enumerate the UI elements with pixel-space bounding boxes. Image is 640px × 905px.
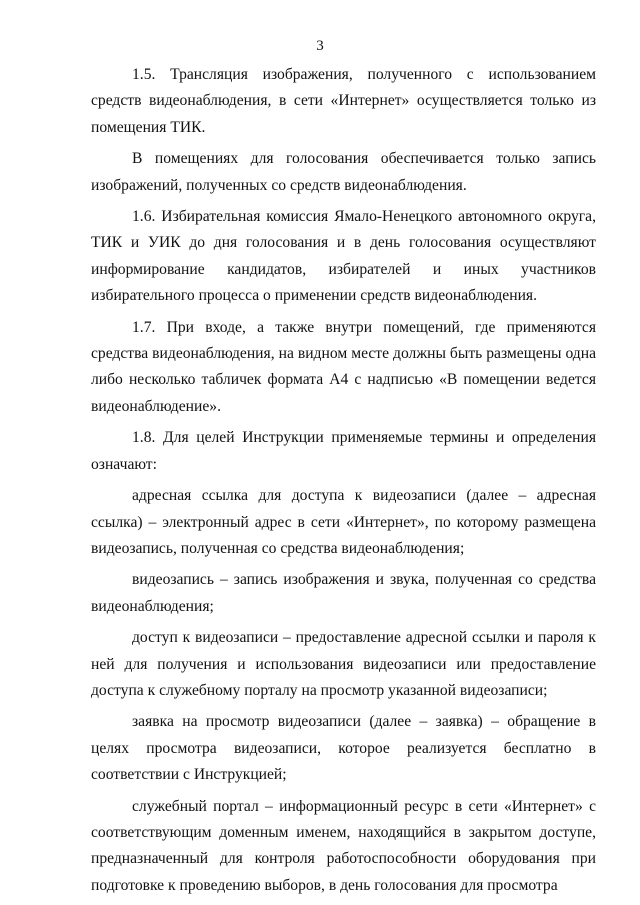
document-body bbox=[91, 62, 596, 903]
definition-request: заявка на просмотр видеозаписи (далее – заявка) – обращение в целях просмотра видеозаписи, которое реализуется бесплатно в соответствии с Инструкцией; bbox=[91, 713, 596, 784]
page-number: 3 bbox=[316, 38, 324, 54]
definition-address-link: адресная ссылка для доступа к видеозаписи (далее – адресная ссылка) – электронный адрес в сети «Интернет», по которому размещена видеозапись, полученная со средства видеонаблюдения; bbox=[91, 487, 596, 557]
paragraph-1-7: 1.7. При входе, а также внутри помещений, где применяются средства видеонаблюдения, на видном месте должны быть размещены одна либо несколько табличек формата А4 с надписью «В помещении ведется видеонаблюдение». bbox=[91, 318, 596, 415]
paragraph-1-5: 1.5. Трансляция изображения, полученного с использованием средств видеонаблюдения, в сети «Интернет» осуществляется только из помещения ТИК. bbox=[91, 66, 596, 136]
paragraph-1-8: 1.8. Для целей Инструкции применяемые термины и определения означают: bbox=[91, 429, 596, 473]
definition-video-record: видеозапись – запись изображения и звука, полученная со средства видеонаблюдения; bbox=[91, 571, 596, 615]
definition-service-portal: служебный портал – информационный ресурс в сети «Интернет» с соответствующим доменным именем, находящийся в закрытом доступе, предназначенный для контроля работоспособности оборудования при подготовке к проведению выборов, в день голосования для просмотра bbox=[91, 797, 596, 894]
paragraph-voting-rooms: В помещениях для голосования обеспечивается только запись изображений, полученных со средств видеонаблюдения. bbox=[91, 150, 596, 194]
definition-video-access: доступ к видеозаписи – предоставление адресной ссылки и пароля к ней для получения и использования видеозаписи или предоставление доступа к служебному порталу на просмотр указанной видеозаписи; bbox=[91, 629, 596, 699]
paragraph-1-6: 1.6. Избирательная комиссия Ямало-Ненецкого автономного округа, ТИК и УИК до дня голосования и в день голосования осуществляют информирование кандидатов, избирателей и иных участников избирательного процесса о применении средств видеонаблюдения. bbox=[91, 208, 596, 305]
